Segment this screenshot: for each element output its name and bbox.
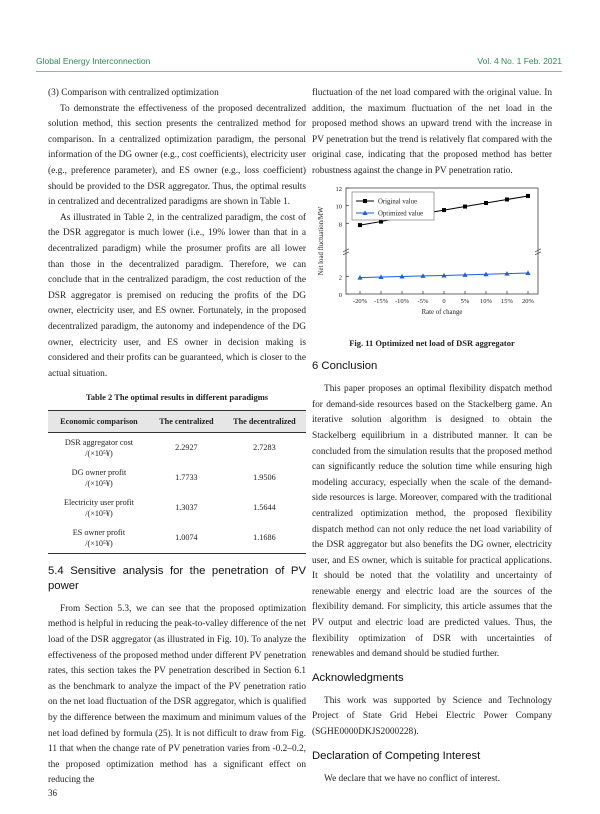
row-label-text: ES owner profit (72, 527, 126, 537)
table-row (48, 493, 306, 523)
row-label (48, 493, 150, 523)
row-label-text: DG owner profit (71, 467, 127, 477)
data-point (526, 194, 530, 198)
x-tick-label: -20% (352, 297, 368, 305)
x-tick-label: -15% (373, 297, 389, 305)
header-rule (36, 71, 562, 72)
x-tick-label: 10% (480, 297, 492, 305)
x-tick-label: 5% (460, 297, 470, 305)
conclusion-heading: 6 Conclusion (312, 360, 378, 373)
legend-label: Original value (378, 198, 418, 206)
decentralized-value: 1.1686 (223, 523, 306, 554)
data-point (505, 197, 509, 201)
row-label-unit: /(×10⁵¥) (85, 478, 113, 488)
paragraph-continuation: fluctuation of the net load compared with the original value. In addition, the maximum fluctuation of the net load in the proposed method shows an upward trend with the increase in PV penetration but the trend is relatively flat compared with the original case, indicating that the proposed method has better robustness against the change in PV penetration ratio. (312, 88, 552, 176)
data-point (358, 223, 362, 227)
right-column (312, 86, 552, 787)
y-tick-label: 2 (338, 273, 342, 281)
table-row (48, 432, 306, 463)
table-header: The centralized (150, 410, 223, 432)
acknowledgments-text: This work was supported by Science and Technology Project of State Grid Hebei Electric Power Company (SGHE0000DKJS2000228). (312, 695, 552, 738)
x-tick-label: 0 (442, 297, 446, 305)
figure-11 (312, 182, 552, 330)
legend-marker (363, 199, 367, 203)
decentralized-value: 1.5644 (253, 503, 276, 513)
y-tick-label: 12 (335, 185, 342, 193)
data-point (484, 201, 488, 205)
table-header: Economic comparison (48, 410, 150, 432)
subsection-heading: (3) Comparison with centralized optimization (48, 88, 219, 98)
section-heading-5-4: 5.4 Sensitive analysis for the penetration of PV power (48, 564, 306, 592)
conclusion-text: This paper proposes an optimal flexibility dispatch method for demand-side resources based on the Stackelberg game. An iterative solution algorithm is designed to obtain the Stackelberg equilibrium in a distributed manner. It can be concluded from the simulation results that the proposed method can significantly reduce the solution time while ensuring high modeling accuracy, especially when the scale of the demand-side resources is large. Moreover, compared with the traditional centralized optimization method, the proposed flexibility dispatch method can not only reduce the net load variability of the DSR aggregator but also benefits the DG owner, electricity user, and ES owner, which is suitable for practical applications. It should be noted that the volatility and uncertainty of renewable energy and electric load are the sources of the flexibility demand. For simplicity, this article assumes that the PV output and electric load are predicted values. Thus, the flexibility optimization of DSR with uncertainties of renewables and demand should be studied further. (312, 384, 552, 660)
row-label (48, 463, 150, 493)
x-axis-title: Rate of change (421, 308, 463, 316)
x-tick-label: 20% (522, 297, 534, 305)
x-tick-label: -5% (417, 297, 429, 305)
centralized-value: 1.7733 (175, 473, 198, 483)
centralized-value: 1.0074 (150, 523, 223, 554)
journal-name: Global Energy Interconnection (36, 56, 151, 66)
decentralized-value: 2.7283 (253, 443, 276, 453)
row-label-unit: /(×10⁵¥) (85, 448, 113, 458)
row-label-text: Electricity user profit (63, 497, 134, 507)
paragraph-table-discussion: As illustrated in Table 2, in the centralized paradigm, the cost of the DSR aggregator is much lower (i.e., 19% lower than that in a decentralized paradigm) while the prosumer profits are all lower than those in the decentralized paradigm. Therefore, we can conclude that in the centralized paradigm, the cost reduction of the DSR aggregator is premised on reducing the profits of the DG owner, electricity user, and ES owner. Fortunately, in the proposed decentralized paradigm, the autonomy and independence of the DG owner, electricity user, and ES owner in decision making is considered and their profits can be guaranteed, which is closer to the actual situation. (48, 212, 306, 379)
data-point (442, 208, 446, 212)
figure-caption: Fig. 11 Optimized net load of DSR aggregator (349, 337, 515, 348)
y-tick-label: 10 (335, 203, 342, 211)
declaration-heading: Declaration of Competing Interest (312, 749, 481, 762)
decentralized-value: 1.9506 (253, 473, 276, 483)
x-tick-label: -10% (394, 297, 410, 305)
centralized-value: 1.3037 (175, 503, 198, 513)
paragraph-sensitivity: From Section 5.3, we can see that the proposed optimization method is helpful in reducing the peak-to-valley difference of the net load of the DSR aggregator (as illustrated in Fig. 10). To analyze the effectiveness of the proposed method under different PV penetration rates, this section takes the PV penetration described in Section 6.1 as the benchmark to analyze the impact of the PV penetration ratio on the net load fluctuation of the DSR aggregator, which is qualified by the difference between the maximum and minimum values of the net load defined by formula (25). It is not difficult to draw from Fig. 11 that when the change rate of PV penetration varies from -0.2–0.2, the proposed optimization method has a significant effect on reducing the (48, 603, 306, 786)
table-row (48, 523, 306, 554)
data-point (463, 204, 467, 208)
paragraph-comparison: To demonstrate the effectiveness of the proposed decentralized solution method, this section presents the centralized method for comparison. In a centralized optimization paradigm, the personal information of the DG owner (e.g., cost coefficients), electricity user (e.g., preference parameter), and ES owner (e.g., loss coefficient) should be provided to the DSR aggregator. Thus, the optimal results in centralized and decentralized paradigms are shown in Table 1. (48, 103, 306, 208)
results-table (48, 410, 306, 554)
y-tick-label: 8 (338, 220, 342, 228)
table-caption: Table 2 The optimal results in different paradigms (85, 392, 269, 403)
row-label (48, 523, 150, 554)
row-label-text: DSR aggregator cost (64, 437, 134, 447)
acknowledgments-heading: Acknowledgments (312, 671, 404, 684)
row-label (48, 432, 150, 463)
table-row (48, 463, 306, 493)
legend-label: Optimized value (378, 210, 424, 218)
row-label-unit: /(×10⁵¥) (85, 508, 113, 518)
x-tick-label: 15% (501, 297, 513, 305)
issue-info: Vol. 4 No. 1 Feb. 2021 (477, 56, 562, 66)
table-header: The decentralized (223, 410, 306, 432)
y-tick-label: 0 (338, 291, 342, 299)
centralized-value: 2.2927 (175, 443, 198, 453)
row-label-unit: /(×10⁵¥) (85, 538, 113, 548)
left-column (48, 86, 306, 789)
page-number: 36 (48, 788, 57, 798)
declaration-text: We declare that we have no conflict of interest. (324, 773, 500, 784)
y-axis-title: Net load fluctuation/MW (318, 206, 325, 275)
table-header-row (48, 410, 306, 432)
net-load-chart (312, 182, 552, 330)
